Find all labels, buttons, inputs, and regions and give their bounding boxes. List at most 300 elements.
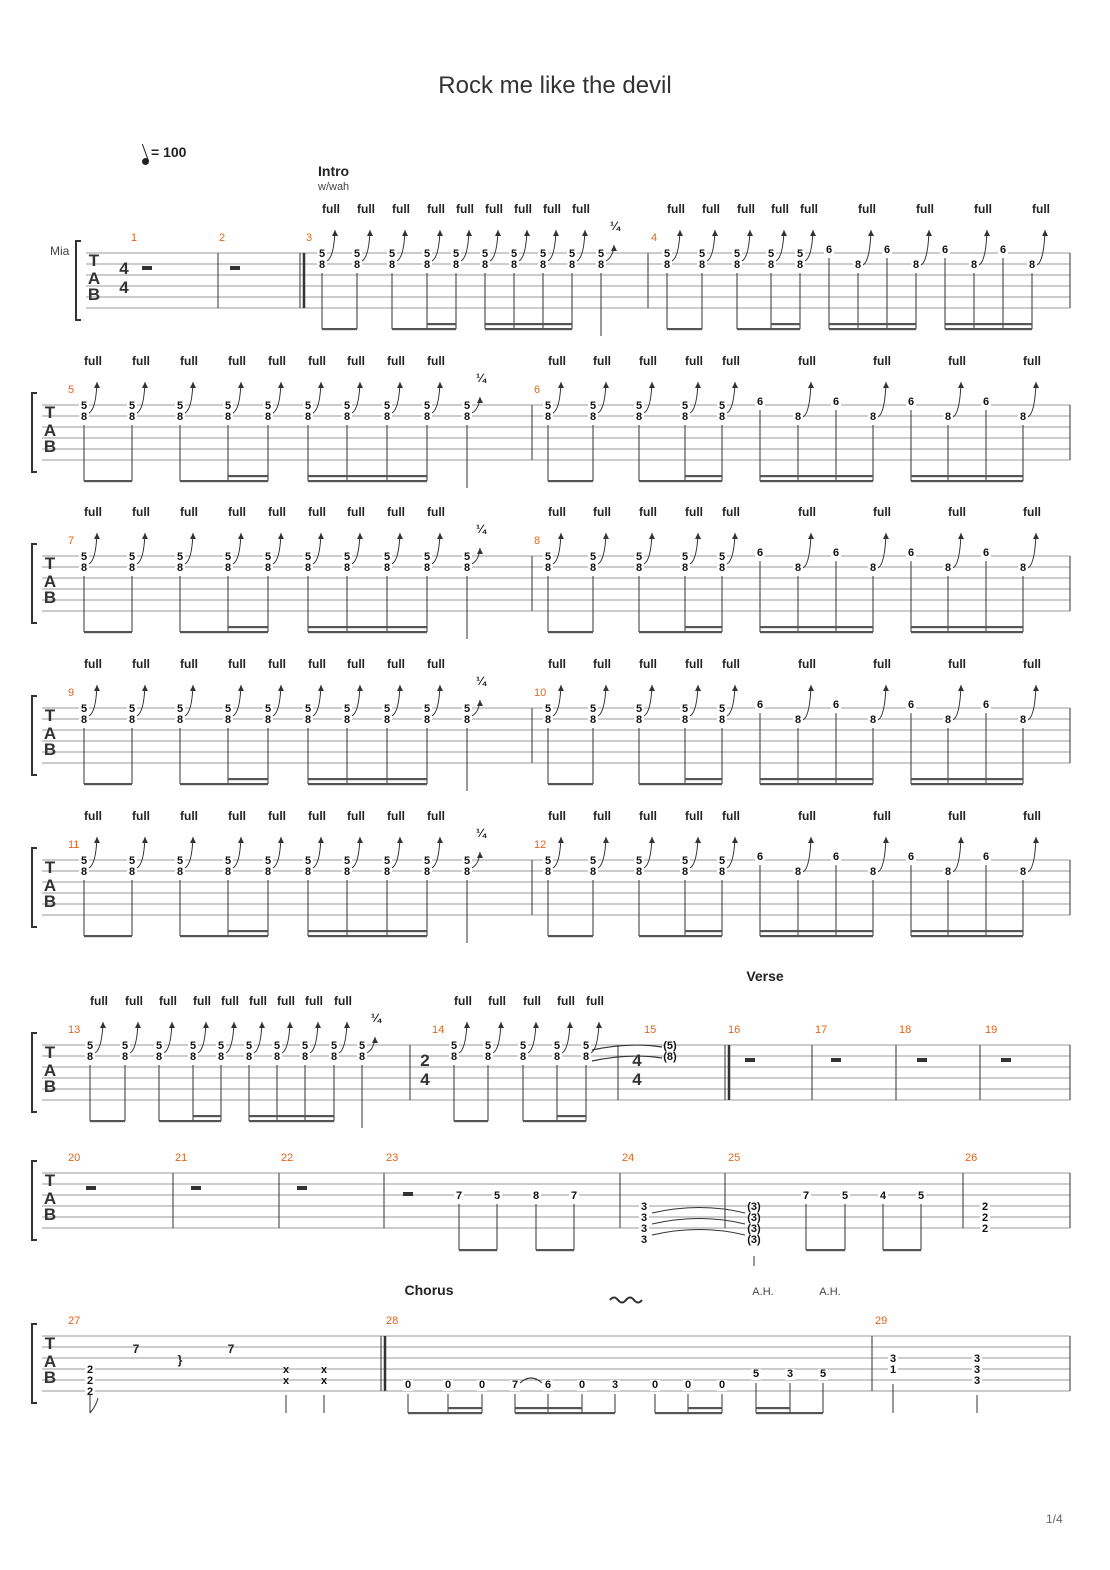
fret-5: 5	[264, 703, 272, 715]
bend-arrowhead	[142, 837, 148, 843]
fret-8: 8	[582, 1051, 590, 1063]
fret-8: 8	[944, 866, 952, 878]
bend-label: full	[277, 994, 295, 1008]
bend-label: full	[1032, 202, 1050, 216]
bend-label: full	[308, 657, 326, 671]
beam	[911, 778, 1023, 780]
beam	[193, 1115, 221, 1117]
tab-clef-letter: A	[43, 572, 57, 591]
fret-5: 5	[663, 248, 671, 260]
bend-arrowhead	[464, 1022, 470, 1028]
fret-8: 8	[767, 259, 775, 271]
bend-label: full	[84, 505, 102, 519]
bend-label: full	[948, 657, 966, 671]
fret-8: 8	[869, 714, 877, 726]
fret-8: 8	[318, 259, 326, 271]
bend-label: full	[667, 202, 685, 216]
bend-label: full	[347, 505, 365, 519]
fret-number: 5	[819, 1368, 827, 1380]
fret-5: 5	[264, 855, 272, 867]
bend-label: full	[557, 994, 575, 1008]
fret-5: 5	[681, 855, 689, 867]
bend-arrowhead	[868, 230, 874, 236]
beam	[448, 1407, 482, 1409]
fret-6: 6	[907, 851, 915, 863]
beam	[685, 475, 722, 477]
beam	[159, 1120, 221, 1122]
fret-8: 8	[718, 866, 726, 878]
beam	[459, 1249, 497, 1251]
bend-arrowhead	[558, 533, 564, 539]
wah-marking: w/wah	[318, 181, 350, 193]
fret-8: 8	[794, 562, 802, 574]
bend-arrowhead	[712, 230, 718, 236]
bend-arrowhead	[695, 382, 701, 388]
beam	[756, 1407, 790, 1409]
measure-number: 10	[534, 687, 547, 699]
chord-fret: 2	[86, 1364, 94, 1376]
bend-arrowhead	[649, 382, 655, 388]
bend-label: full	[347, 809, 365, 823]
fret-8: 8	[589, 714, 597, 726]
fret-5: 5	[733, 248, 741, 260]
fret-8: 8	[176, 562, 184, 574]
fret-5: 5	[80, 855, 88, 867]
beam	[322, 328, 357, 330]
chord-fret: 2	[86, 1386, 94, 1398]
bend-label: full	[427, 202, 445, 216]
bend-label: full	[593, 354, 611, 368]
bend-arrowhead	[397, 382, 403, 388]
bend-arrowhead	[344, 1022, 350, 1028]
bend-arrowhead	[100, 1022, 106, 1028]
fret-5: 5	[463, 551, 471, 563]
fret-8: 8	[1019, 562, 1027, 574]
bend-arrowhead	[190, 382, 196, 388]
fret-5: 5	[423, 703, 431, 715]
bend-label: full	[268, 657, 286, 671]
fret-5: 5	[383, 551, 391, 563]
beam	[308, 930, 427, 932]
bend-label: full	[347, 657, 365, 671]
bend-arrowhead	[883, 685, 889, 691]
dotted-eighth-rest: 7	[227, 1342, 235, 1356]
bend-arrowhead	[332, 230, 338, 236]
bend-arrowhead	[278, 685, 284, 691]
fret-8: 8	[343, 411, 351, 423]
bend-label: full	[548, 354, 566, 368]
beam	[655, 1412, 722, 1414]
bend-arrowhead	[558, 685, 564, 691]
time-signature-top: 4	[119, 259, 129, 278]
beam	[548, 935, 593, 937]
bend-label: full	[132, 809, 150, 823]
fret-5: 5	[343, 855, 351, 867]
fret-number: 0	[684, 1379, 692, 1391]
bend-label: full	[798, 354, 816, 368]
fret-8: 8	[423, 259, 431, 271]
fret-5: 5	[86, 1040, 94, 1052]
bend-arrowhead	[190, 837, 196, 843]
bend-label: full	[800, 202, 818, 216]
bend-arrowhead	[1033, 533, 1039, 539]
fret-8: 8	[264, 411, 272, 423]
fret-8: 8	[353, 259, 361, 271]
fret-5: 5	[80, 400, 88, 412]
fret-5: 5	[128, 703, 136, 715]
beam	[485, 328, 572, 330]
bend-label: full	[305, 994, 323, 1008]
bend-label: full	[180, 657, 198, 671]
beam	[760, 626, 873, 628]
fret-5: 5	[423, 855, 431, 867]
bend-label: full	[593, 657, 611, 671]
measure-number: 24	[622, 1152, 635, 1164]
bend-label: full	[548, 657, 566, 671]
bend-arrowhead	[142, 685, 148, 691]
bend-arrowhead	[808, 533, 814, 539]
tab-clef-letter: T	[44, 1334, 56, 1353]
fret-8: 8	[544, 866, 552, 878]
fret-8: 8	[944, 562, 952, 574]
beam	[557, 1115, 586, 1117]
bend-label: full	[125, 994, 143, 1008]
fret-8: 8	[128, 866, 136, 878]
beam	[408, 1412, 482, 1414]
fret-8: 8	[544, 411, 552, 423]
fret-8: 8	[481, 259, 489, 271]
fret-5: 5	[304, 400, 312, 412]
fret-8: 8	[553, 1051, 561, 1063]
whole-rest	[297, 1186, 307, 1190]
time-signature-bottom: 4	[119, 278, 129, 297]
whole-rest	[142, 266, 152, 270]
fret-5: 5	[304, 855, 312, 867]
tab-clef-letter: T	[44, 403, 56, 422]
bend-label: full	[228, 505, 246, 519]
fret-8: 8	[544, 714, 552, 726]
measure-number: 5	[68, 384, 75, 396]
fret-8: 8	[718, 411, 726, 423]
measure-number: 14	[432, 1024, 445, 1036]
fret-8: 8	[121, 1051, 129, 1063]
bend-label: full	[84, 657, 102, 671]
fret-number: 0	[718, 1379, 726, 1391]
fret-5: 5	[383, 400, 391, 412]
measure-number: 26	[965, 1152, 978, 1164]
bend-label: full	[387, 809, 405, 823]
bend-arrowhead	[94, 837, 100, 843]
bend-arrowhead	[437, 685, 443, 691]
measure-number: 9	[68, 687, 75, 699]
bend-label: full	[798, 809, 816, 823]
beam	[911, 475, 1023, 477]
beam	[685, 930, 722, 932]
dead-note: x	[282, 1375, 290, 1387]
beam	[523, 1120, 586, 1122]
fret-8: 8	[568, 259, 576, 271]
fret-5: 5	[698, 248, 706, 260]
bend-arrowhead	[287, 1022, 293, 1028]
bend-arrowhead	[315, 1022, 321, 1028]
fret-6: 6	[999, 244, 1007, 256]
bend-label: full	[798, 505, 816, 519]
fret-8: 8	[224, 866, 232, 878]
tab-clef-letter: B	[43, 1205, 57, 1224]
bend-label: full	[193, 994, 211, 1008]
bend-arrowhead	[397, 837, 403, 843]
beam	[308, 631, 427, 633]
fret-6: 6	[756, 699, 764, 711]
tab-clef-letter: A	[43, 1061, 57, 1080]
fret-5: 5	[544, 855, 552, 867]
bend-label: full	[132, 354, 150, 368]
bend-label: full	[159, 994, 177, 1008]
bend-label: full	[427, 657, 445, 671]
fret-5: 5	[423, 248, 431, 260]
chord-fret: 3	[640, 1223, 648, 1235]
bend-label: full	[548, 505, 566, 519]
bend-arrowhead	[926, 230, 932, 236]
fret-5: 5	[589, 400, 597, 412]
fret-6: 6	[756, 396, 764, 408]
fret-5: 5	[343, 551, 351, 563]
bend-label: full	[357, 202, 375, 216]
system-bracket	[32, 1324, 37, 1403]
fret-8: 8	[635, 411, 643, 423]
fret-number: 8	[532, 1190, 540, 1202]
fret-5: 5	[452, 248, 460, 260]
tab-clef-letter: B	[43, 437, 57, 456]
bend-arrowhead	[397, 533, 403, 539]
tab-clef-letter: B	[43, 892, 57, 911]
bend-arrowhead	[524, 230, 530, 236]
beam	[829, 323, 916, 325]
bend-arrowhead	[695, 837, 701, 843]
fret-5: 5	[589, 855, 597, 867]
measure-number: 22	[281, 1152, 294, 1164]
beam	[760, 935, 873, 937]
bend-label: full	[387, 657, 405, 671]
fret-8: 8	[189, 1051, 197, 1063]
bend-arrowhead	[238, 382, 244, 388]
fret-number: 5	[752, 1368, 760, 1380]
time-signature-top: 2	[420, 1051, 430, 1070]
bend-arrowhead	[357, 382, 363, 388]
tie	[652, 1208, 745, 1214]
bend-arrowhead	[437, 382, 443, 388]
fret-5: 5	[245, 1040, 253, 1052]
fret-number: 7	[511, 1379, 519, 1391]
fret-8: 8	[245, 1051, 253, 1063]
fret-8: 8	[733, 259, 741, 271]
fret-8: 8	[681, 562, 689, 574]
chord-fret: 2	[981, 1212, 989, 1224]
fret-number: 6	[544, 1379, 552, 1391]
bend-label: full	[593, 809, 611, 823]
bend-label: full	[180, 505, 198, 519]
bend-arrowhead	[231, 1022, 237, 1028]
beam	[90, 1120, 125, 1122]
beam	[84, 935, 132, 937]
chord-fret: 2	[981, 1223, 989, 1235]
beam	[308, 778, 427, 780]
bend-label: full	[1023, 809, 1041, 823]
bend-arrowhead	[553, 230, 559, 236]
fret-5: 5	[176, 703, 184, 715]
fret-8: 8	[589, 411, 597, 423]
fret-number: 5	[493, 1190, 501, 1202]
beam	[249, 1115, 334, 1117]
bend-label: full	[514, 202, 532, 216]
fret-8: 8	[423, 411, 431, 423]
bend-arrowhead	[397, 685, 403, 691]
bend-label: full	[347, 354, 365, 368]
bend-arrowhead	[596, 1022, 602, 1028]
beam	[392, 328, 456, 330]
system-bracket	[32, 1161, 37, 1240]
bend-label: full	[322, 202, 340, 216]
dead-note: x	[320, 1375, 328, 1387]
fret-5: 5	[589, 551, 597, 563]
beam	[180, 631, 268, 633]
fret-8: 8	[343, 562, 351, 574]
beam	[180, 935, 268, 937]
bend-arrowhead	[372, 1037, 378, 1043]
fret-8: 8	[510, 259, 518, 271]
bend-arrowhead	[958, 533, 964, 539]
beam	[911, 631, 1023, 633]
beam	[685, 626, 722, 628]
bend-label: full	[916, 202, 934, 216]
fret-6: 6	[832, 851, 840, 863]
bend-arrowhead	[533, 1022, 539, 1028]
fret-8: 8	[484, 1051, 492, 1063]
fret-5: 5	[423, 551, 431, 563]
fret-8: 8	[176, 866, 184, 878]
fret-8: 8	[383, 562, 391, 574]
bend-arrowhead	[477, 852, 483, 858]
bend-arrowhead	[259, 1022, 265, 1028]
fret-8: 8	[1019, 411, 1027, 423]
bend-label: full	[180, 354, 198, 368]
fret-8: 8	[681, 714, 689, 726]
fret-8: 8	[869, 411, 877, 423]
bend-label: full	[228, 354, 246, 368]
fret-8: 8	[944, 411, 952, 423]
bend-label: full	[84, 354, 102, 368]
beam	[427, 323, 456, 325]
measure-number: 19	[985, 1024, 998, 1036]
fret-5: 5	[463, 703, 471, 715]
fret-8: 8	[794, 714, 802, 726]
fret-5: 5	[224, 703, 232, 715]
bend-label: full	[593, 505, 611, 519]
bend-label: full	[722, 505, 740, 519]
measure-number: 23	[386, 1152, 399, 1164]
bend-arrowhead	[466, 230, 472, 236]
whole-rest	[917, 1058, 927, 1062]
measure-number: 17	[815, 1024, 828, 1036]
measure-number: 7	[68, 535, 75, 547]
fret-8: 8	[343, 866, 351, 878]
fret-number: 7	[802, 1190, 810, 1202]
bend-label: full	[948, 505, 966, 519]
fret-8: 8	[698, 259, 706, 271]
beam	[180, 480, 268, 482]
bend-label: full	[543, 202, 561, 216]
tab-clef-letter: T	[44, 1043, 56, 1062]
bend-arrowhead	[603, 382, 609, 388]
fret-8: 8	[718, 714, 726, 726]
fret-8: 8	[970, 259, 978, 271]
bend-label: full	[387, 354, 405, 368]
chord-fret: 3	[973, 1353, 981, 1365]
fret-6: 6	[825, 244, 833, 256]
flag	[90, 1398, 98, 1413]
bend-label: full	[639, 354, 657, 368]
bend-label: full	[572, 202, 590, 216]
bend-arrowhead	[958, 837, 964, 843]
bend-label: full	[873, 657, 891, 671]
time-signature-bottom: 4	[632, 1070, 642, 1089]
beam	[639, 631, 722, 633]
bend-arrowhead	[142, 382, 148, 388]
fret-5: 5	[217, 1040, 225, 1052]
beam	[515, 1407, 582, 1409]
bend-label: full	[456, 202, 474, 216]
tab-clef-letter: A	[43, 724, 57, 743]
fret-6: 6	[756, 547, 764, 559]
section-intro: Intro	[318, 163, 350, 179]
fret-number: 7	[455, 1190, 463, 1202]
fret-6: 6	[883, 244, 891, 256]
bend-arrowhead	[437, 230, 443, 236]
fret-5: 5	[463, 400, 471, 412]
chord-fret: 3	[973, 1364, 981, 1376]
whole-rest	[403, 1192, 413, 1196]
bend-label: full	[268, 354, 286, 368]
bend-arrowhead	[1033, 837, 1039, 843]
bend-arrowhead	[732, 533, 738, 539]
bend-arrowhead	[498, 1022, 504, 1028]
chord-fret: 3	[640, 1201, 648, 1213]
fret-5: 5	[273, 1040, 281, 1052]
tie	[520, 1378, 542, 1383]
fret-5: 5	[264, 400, 272, 412]
beam	[911, 783, 1023, 785]
measure-number: 11	[68, 839, 80, 851]
bend-label: full	[586, 994, 604, 1008]
fret-5: 5	[224, 855, 232, 867]
fret-8: 8	[423, 714, 431, 726]
whole-rest	[86, 1186, 96, 1190]
fret-8: 8	[304, 866, 312, 878]
whole-rest	[831, 1058, 841, 1062]
measure-number: 29	[875, 1315, 888, 1327]
tie	[652, 1219, 745, 1225]
tie	[652, 1230, 745, 1236]
bend-label: full	[974, 202, 992, 216]
fret-8: 8	[463, 866, 471, 878]
fret-8: 8	[589, 866, 597, 878]
beam	[667, 328, 702, 330]
fret-5: 5	[718, 400, 726, 412]
chord-fret: 3	[640, 1212, 648, 1224]
chord-fret: 3	[889, 1353, 897, 1365]
fret-5: 5	[681, 400, 689, 412]
beam	[756, 1412, 823, 1414]
